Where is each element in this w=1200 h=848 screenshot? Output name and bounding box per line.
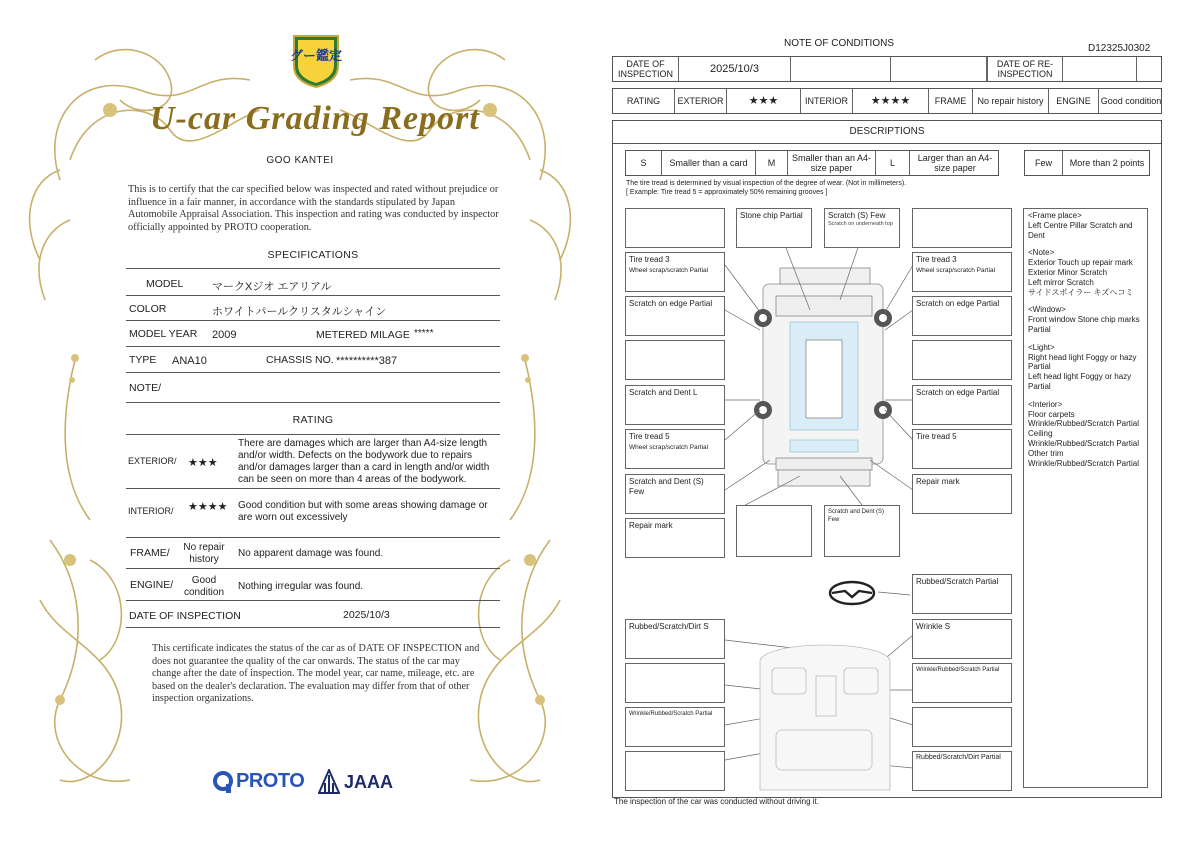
condition-box-tire-right-rear: Tire tread 5: [912, 429, 1012, 469]
rating-label: RATING: [613, 89, 675, 113]
color-label: COLOR: [129, 303, 167, 315]
type-value: ANA10: [172, 355, 207, 367]
condition-box-tire-left-rear: [625, 429, 725, 469]
note-gap: [1028, 240, 1143, 248]
condition-box-repair-left: Repair mark: [625, 518, 725, 558]
legend-l-desc: Larger than an A4-size paper: [917, 153, 993, 173]
condition-box-repair-right: Repair mark: [912, 474, 1012, 514]
condition-box-tire-right-front: [912, 252, 1012, 292]
color-value: ホワイトパールクリスタルシャイン: [212, 306, 387, 318]
note-line: <Interior>: [1028, 399, 1063, 409]
note-line: Left Centre Pillar Scratch and Dent: [1028, 220, 1133, 240]
interior-stars: ★★★★: [188, 501, 228, 513]
certificate-intro: This is to certify that the car specified below was inspected and rated without prejudice or influence in a fair manner, in accordance with the standards stipulated by Japan Automobile Appraisal Association. This inspection and rating was conducted by inspector officially appointed by PROTO cooperation.: [128, 184, 499, 233]
legend-few-desc: More than 2 points: [1069, 158, 1145, 168]
note-line: <Note>: [1028, 248, 1055, 258]
divider: [126, 434, 500, 435]
divider: [126, 268, 500, 269]
notes-panel: [1023, 208, 1148, 788]
interior-description: Good condition but with some areas showing damage or are worn out excessively: [238, 500, 488, 523]
note-line: Floor carpets: [1028, 409, 1075, 419]
legend-m-desc: Smaller than an A4-size paper: [788, 151, 876, 175]
condition-box: [625, 663, 725, 703]
note-line: Ceiling: [1028, 429, 1053, 439]
divider: [126, 295, 500, 296]
condition-box: [625, 340, 725, 380]
condition-box-dent-s-few-bottom: Scratch and Dent (S) Few: [824, 505, 900, 557]
condition-box-wrinkle-s: Wrinkle S: [912, 619, 1012, 659]
date-of-inspection-label: DATE OF INSPECTION: [129, 610, 241, 622]
condition-box-dent-s-few: Scratch and Dent (S) Few: [625, 474, 725, 514]
condition-box: [625, 751, 725, 791]
note-line: Wrinkle/Rubbed/Scratch Partial: [1028, 438, 1140, 448]
note-gap: [1028, 297, 1143, 305]
condition-box-steering: Rubbed/Scratch Partial: [912, 574, 1012, 614]
wheel-label: Wheel scrap/scratch Partial: [629, 267, 709, 274]
condition-box-edge-right-rear: Scratch on edge Partial: [912, 385, 1012, 425]
badge-text: グー鑑定: [289, 49, 343, 64]
legend-s-desc: Smaller than a card: [662, 151, 756, 175]
divider: [126, 320, 500, 321]
condition-box-edge-right-front: Scratch on edge Partial: [912, 296, 1012, 336]
divider: [126, 346, 500, 347]
engine-value: Good condition: [183, 575, 225, 598]
condition-box: [912, 707, 1012, 747]
note-gap: [1028, 335, 1143, 343]
interior-stars: ★★★★: [853, 89, 929, 113]
note-line: Other trim: [1028, 448, 1064, 458]
condition-box-stone-chip: Stone chip Partial: [736, 208, 812, 248]
model-year-value: 2009: [212, 329, 237, 341]
jaaa-logo: JAAA: [344, 772, 394, 792]
legend-l-code: L: [876, 151, 910, 175]
note-line: Wrinkle/Rubbed/Scratch Partial: [1028, 419, 1140, 429]
interior-label: INTERIOR/: [128, 506, 174, 516]
tire-example: [ Example: Tire tread 5 = approximately 50% remaining grooves ]: [626, 189, 828, 196]
exterior-label: EXTERIOR/: [128, 456, 177, 466]
condition-box-scratch-s-few: [824, 208, 900, 248]
exterior-stars: ★★★: [188, 457, 218, 469]
frame-label: FRAME: [929, 89, 973, 113]
document-id: D12325J0302: [1088, 43, 1151, 54]
note-gap: [1028, 392, 1143, 400]
engine-description: Nothing irregular was found.: [238, 581, 364, 592]
conditions-footer: The inspection of the car was conducted without driving it.: [614, 797, 819, 806]
note-line: Wrinkle/Rubbed/Scratch Partial: [1028, 458, 1140, 468]
note-line: サイドスポイラー キズヘコミ: [1028, 287, 1134, 297]
steering-wheel-icon: [830, 582, 874, 604]
date-of-inspection-value: 2025/10/3: [343, 609, 390, 621]
condition-box-rubbed-dirt-s: Rubbed/Scratch/Dirt S: [625, 619, 725, 659]
frame-description: No apparent damage was found.: [238, 548, 384, 559]
model-year-label: MODEL YEAR: [129, 328, 198, 340]
divider: [126, 537, 500, 538]
date-reinspection-label: DATE OF RE-INSPECTION: [987, 57, 1063, 81]
condition-box-dent-l: Scratch and Dent L: [625, 385, 725, 425]
milage-label: METERED MILAGE: [316, 329, 410, 341]
goo-kantei-badge-icon: [288, 32, 344, 88]
certificate-footer: This certificate indicates the status of the car as of DATE OF INSPECTION and does not guarantee the quality of the car onwards. The status of the car may change after the date of inspection. The model year, car name, mileage, etc. are based on the dealer's declaration. The evaluation may differ from that of other inspection organizations.: [152, 643, 480, 705]
note-label: NOTE/: [129, 382, 162, 394]
conditions-title: NOTE OF CONDITIONS: [784, 38, 894, 49]
jaaa-logo-icon: [318, 769, 340, 795]
chassis-label: CHASSIS NO.: [266, 354, 334, 366]
condition-box: [912, 208, 1012, 248]
interior-label: INTERIOR: [801, 89, 853, 113]
scratch-sub-label: Scratch on underneath top: [828, 221, 893, 227]
note-line: Exterior Minor Scratch: [1028, 267, 1108, 277]
legend-m-code: M: [756, 151, 788, 175]
wheel-label: Wheel scrap/scratch Partial: [629, 444, 709, 451]
condition-box: [912, 340, 1012, 380]
frame-value: No repair history: [183, 542, 225, 565]
condition-box: [736, 505, 812, 557]
divider: [126, 600, 500, 601]
certificate-title: U-car Grading Report: [150, 100, 480, 137]
scratch-label: Scratch (S) Few: [828, 211, 886, 220]
model-value: マークXジオ エアリアル: [212, 281, 332, 293]
note-line: <Frame place>: [1028, 211, 1082, 220]
date-inspection-label: DATE OF INSPECTION: [613, 57, 679, 81]
engine-label: ENGINE/: [130, 579, 174, 591]
date-inspection-value: 2025/10/3: [679, 57, 791, 81]
divider: [126, 488, 500, 489]
condition-box-rubbed-dirt-partial: Rubbed/Scratch/Dirt Partial: [912, 751, 1012, 791]
frame-label: FRAME/: [130, 547, 170, 559]
note-line: <Light>: [1028, 342, 1055, 352]
exterior-stars: ★★★: [727, 89, 801, 113]
legend-few-code: Few: [1025, 151, 1063, 175]
condition-box-wrinkle-left: Wrinkle/Rubbed/Scratch Partial: [625, 707, 725, 747]
condition-box: [625, 208, 725, 248]
condition-box-tire-left-front: [625, 252, 725, 292]
note-line: Right head light Foggy or hazy Partial: [1028, 352, 1137, 372]
milage-value: *****: [414, 328, 434, 339]
model-label: MODEL: [146, 278, 184, 290]
divider: [126, 568, 500, 569]
specifications-heading: SPECIFICATIONS: [267, 249, 359, 261]
condition-box-wrinkle-right: Wrinkle/Rubbed/Scratch Partial: [912, 663, 1012, 703]
divider: [126, 372, 500, 373]
proto-logo: PROTO: [236, 770, 305, 792]
engine-value: Good condition: [1100, 96, 1162, 106]
tire-tread-label: Tire tread 3: [629, 255, 670, 264]
note-of-conditions: [600, 0, 1200, 848]
note-line: <Window>: [1028, 305, 1066, 315]
type-label: TYPE: [129, 354, 157, 366]
frame-value: No repair history: [973, 89, 1049, 113]
rating-heading: RATING: [292, 414, 334, 426]
exterior-description: There are damages which are larger than A4-size length and/or width. Defects on the bodywork due to repairs and/or damages larger than a card in length and/or width can be seen on more than 4 areas of the bodywork.: [238, 438, 490, 485]
chassis-value: **********387: [336, 355, 398, 367]
tire-tread-label: Tire tread 5: [629, 432, 670, 441]
tire-note: The tire tread is determined by visual inspection of the degree of wear. (Not in millimeters).: [626, 180, 907, 187]
certificate-subtitle: GOO KANTEI: [266, 155, 334, 166]
note-line: Exterior Touch up repair mark: [1028, 258, 1133, 268]
divider: [126, 402, 500, 403]
engine-label: ENGINE: [1049, 89, 1099, 113]
wheel-label: Wheel scrap/scratch Partial: [916, 267, 996, 274]
note-line: Left mirror Scratch: [1028, 277, 1094, 287]
exterior-label: EXTERIOR: [675, 89, 727, 113]
tire-tread-label: Tire tread 3: [916, 255, 957, 264]
note-line: Front window Stone chip marks Partial: [1028, 315, 1140, 334]
condition-box-edge-left: Scratch on edge Partial: [625, 296, 725, 336]
note-line: Left head light Foggy or hazy Partial: [1028, 372, 1132, 391]
divider: [126, 627, 500, 628]
proto-logo-icon: [212, 770, 234, 794]
legend-s-code: S: [626, 151, 662, 175]
descriptions-heading: DESCRIPTIONS: [612, 120, 1162, 144]
